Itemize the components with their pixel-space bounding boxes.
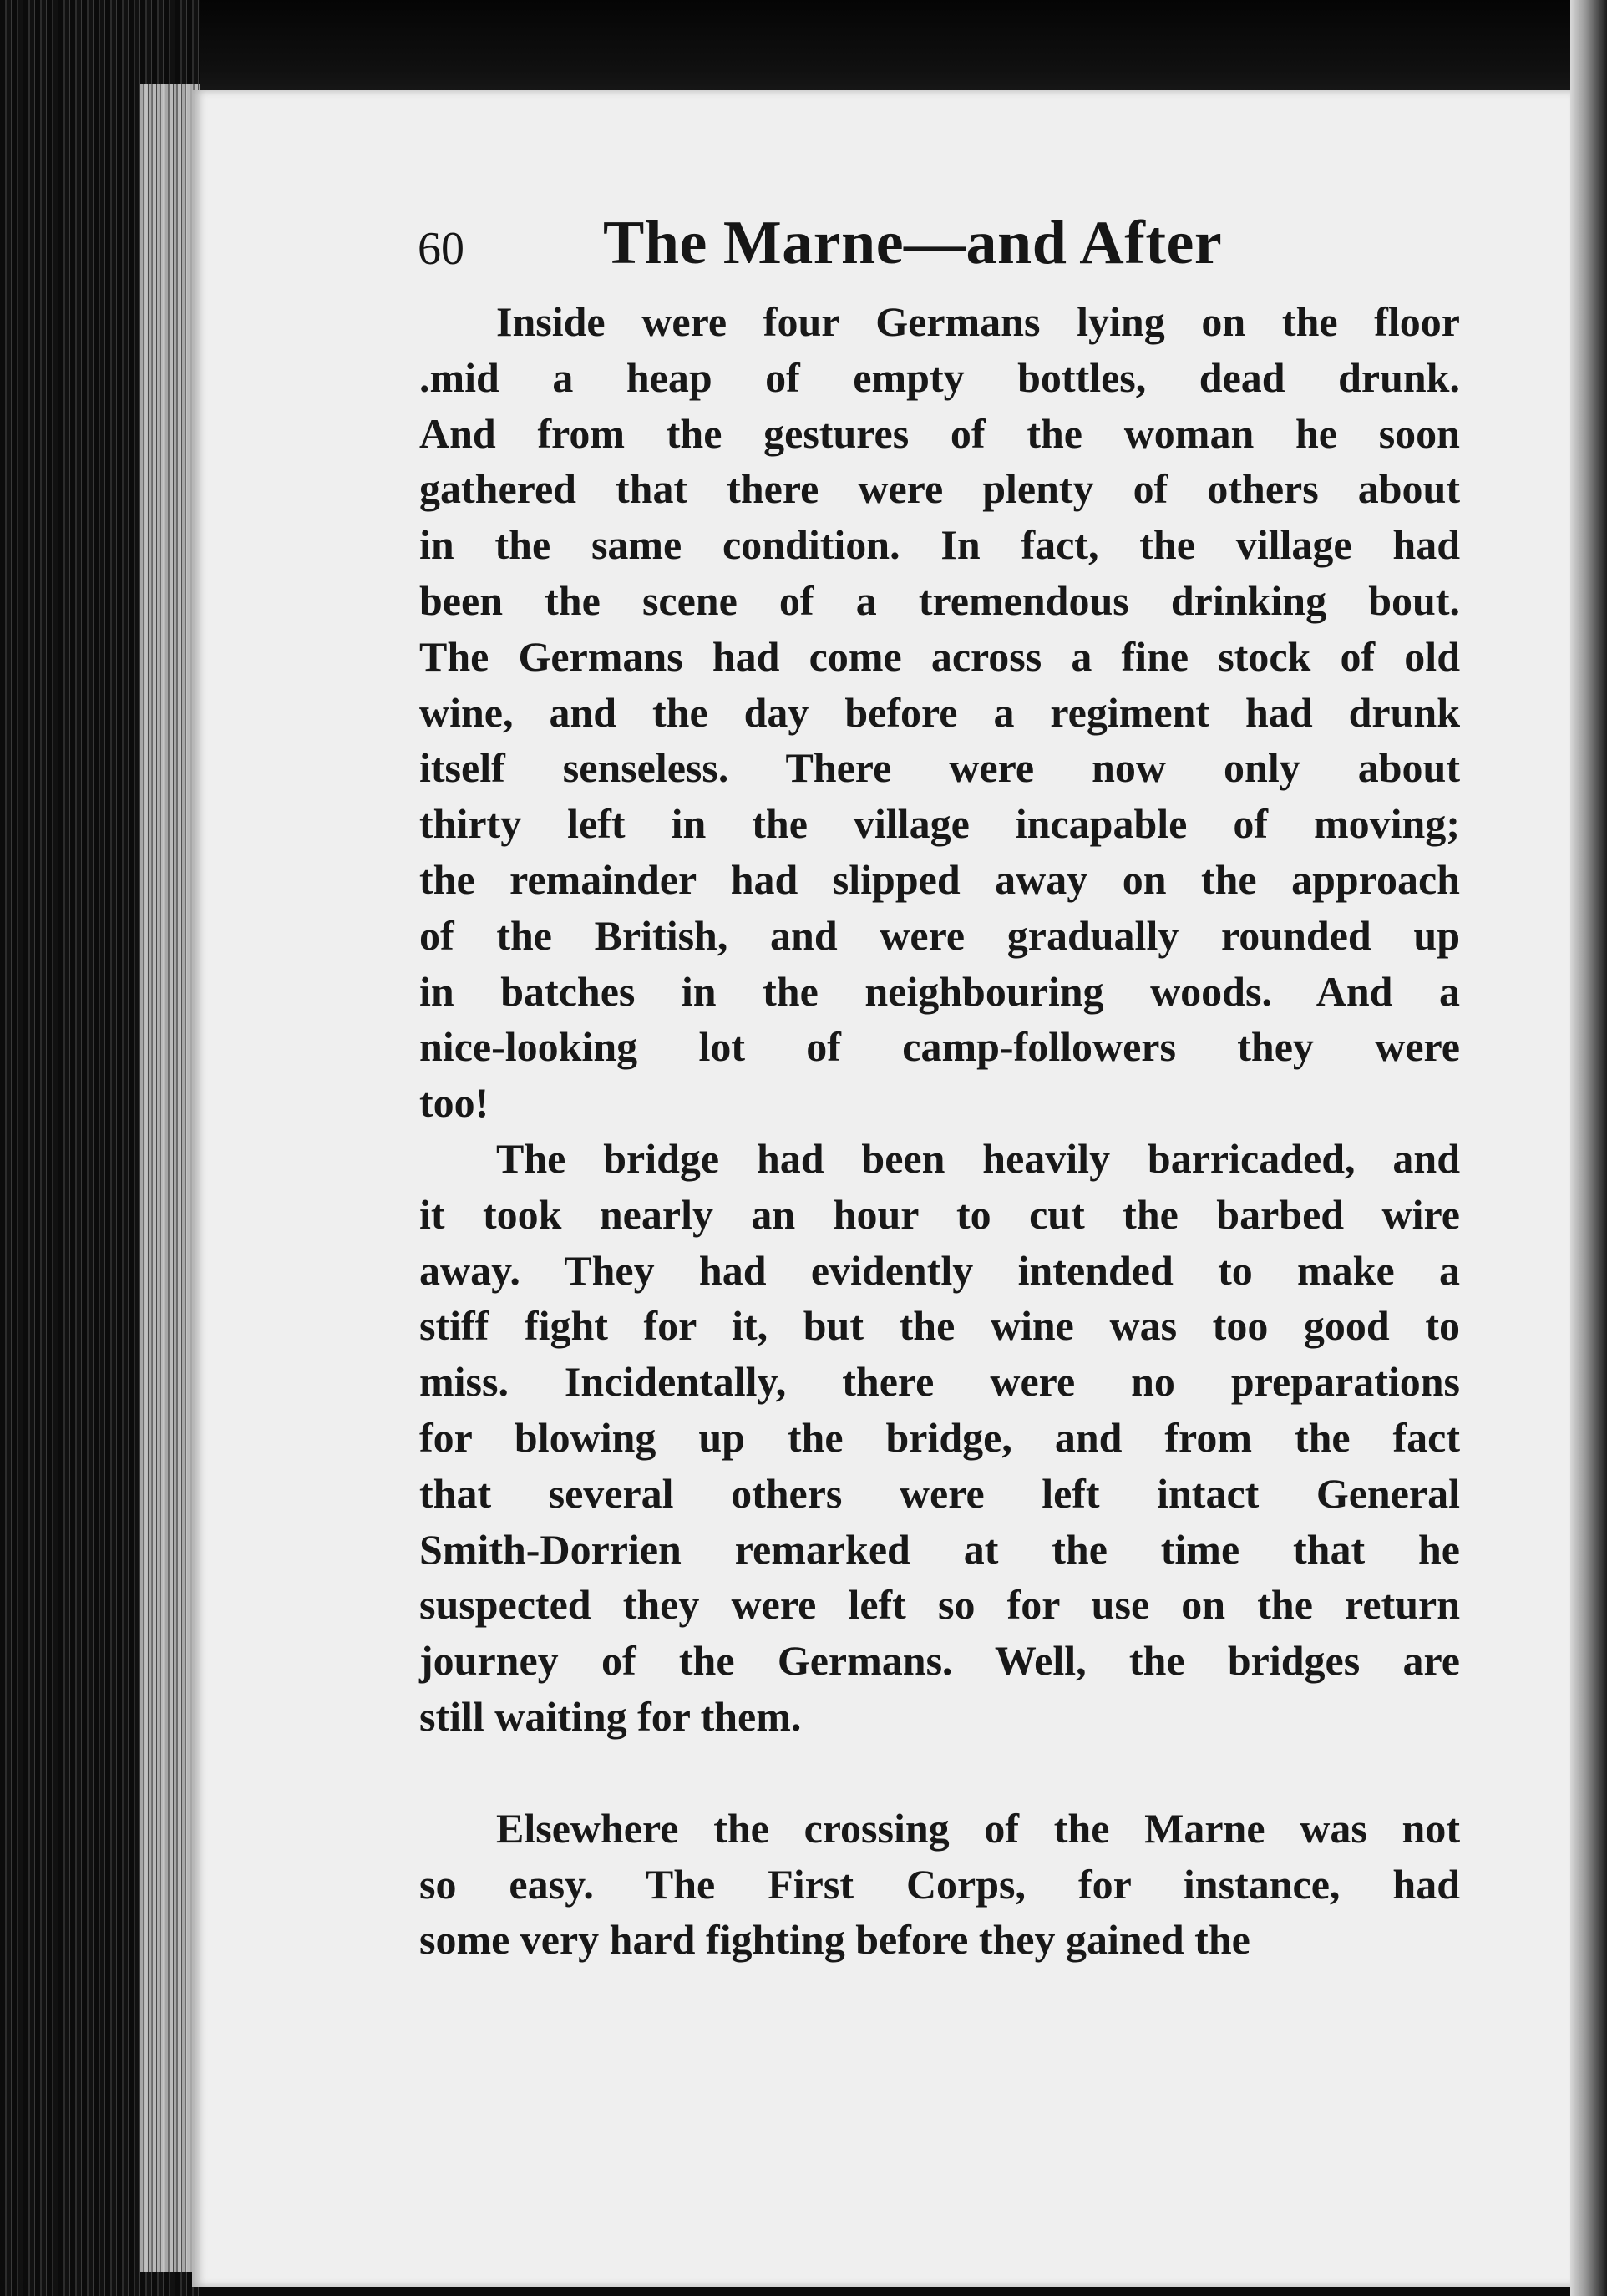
text-line: itself senseless. There were now only about — [419, 744, 1460, 792]
text-line: it took nearly an hour to cut the barbed wire — [419, 1190, 1460, 1238]
text-line: .mid a heap of empty bottles, dead drunk. — [419, 353, 1460, 401]
paragraph — [419, 1131, 1460, 1745]
section-break — [419, 1745, 1460, 1801]
scanner-top-border — [0, 0, 1607, 100]
text-line: suspected they were left so for use on the return — [419, 1581, 1460, 1629]
text-line: that several others were left intact General — [419, 1469, 1460, 1517]
text-line: away. They had evidently intended to make a — [419, 1246, 1460, 1294]
text-line: of the British, and were gradually rounded up — [419, 911, 1460, 959]
page-right-edge — [1570, 0, 1607, 2296]
text-line: still waiting for them. — [419, 1692, 802, 1740]
text-line: gathered that there were plenty of others about — [419, 465, 1460, 513]
text-line: for blowing up the bridge, and from the fact — [419, 1413, 1460, 1461]
text-line: so easy. The First Corps, for instance, had — [419, 1860, 1460, 1908]
book-gutter — [0, 0, 200, 2296]
text-line: The bridge had been heavily barricaded, and — [496, 1134, 1460, 1182]
text-line: journey of the Germans. Well, the bridges are — [419, 1637, 1460, 1685]
text-line: miss. Incidentally, there were no preparations — [419, 1358, 1460, 1406]
text-line: the remainder had slipped away on the approach — [419, 855, 1460, 903]
text-line: And from the gestures of the woman he soon — [419, 409, 1460, 457]
text-line: The Germans had come across a fine stock of old — [419, 632, 1460, 680]
text-line: stiff fight for it, but the wine was too good to — [419, 1302, 1460, 1350]
body-text — [419, 294, 1460, 1968]
text-line: Inside were four Germans lying on the floor — [496, 298, 1460, 345]
page-number: 60 — [418, 223, 464, 275]
text-line: some very hard fighting before they gained the — [419, 1916, 1250, 1964]
page-title: The Marne—and After — [603, 209, 1223, 277]
text-line: wine, and the day before a regiment had drunk — [419, 688, 1460, 736]
text-line: been the scene of a tremendous drinking bout. — [419, 576, 1460, 624]
text-line: in batches in the neighbouring woods. And a — [419, 967, 1460, 1015]
paragraph — [419, 1801, 1460, 1968]
paragraph — [419, 294, 1460, 1131]
running-head — [418, 197, 1295, 289]
text-line: in the same condition. In fact, the village had — [419, 521, 1460, 569]
text-line: nice-looking lot of camp-followers they were — [419, 1023, 1460, 1071]
text-line: Elsewhere the crossing of the Marne was not — [496, 1804, 1460, 1852]
text-line: thirty left in the village incapable of moving; — [419, 800, 1460, 848]
text-line: too! — [419, 1079, 489, 1127]
text-line: Smith-Dorrien remarked at the time that he — [419, 1525, 1460, 1573]
